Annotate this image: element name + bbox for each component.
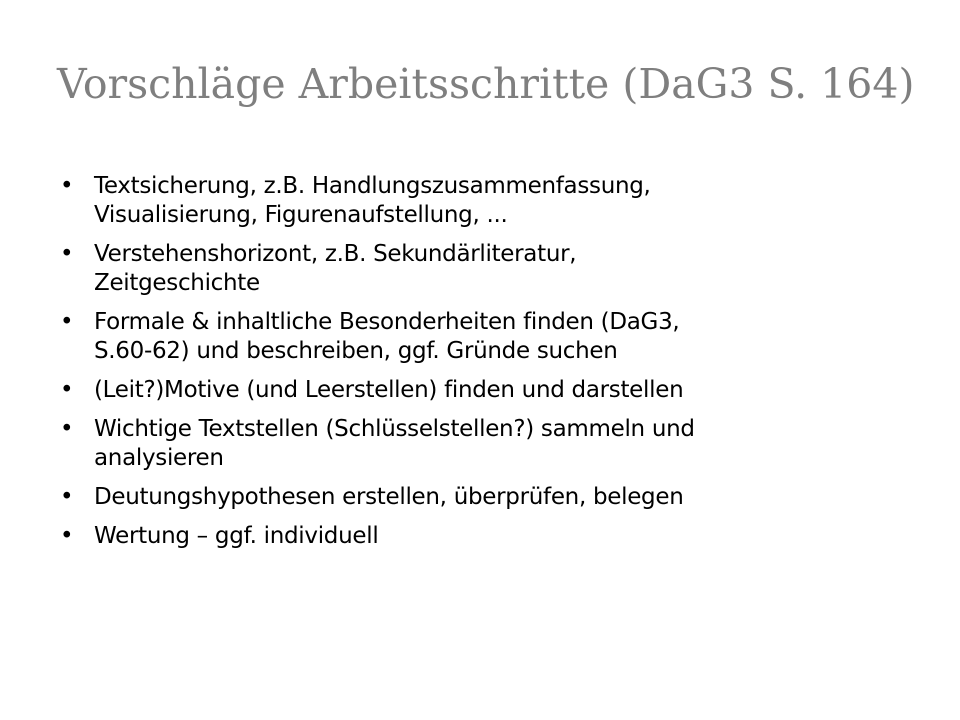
bullet-text-line: Wichtige Textstellen (Schlüsselstellen?) sammeln und [94, 416, 695, 442]
bullet-text-line: Textsicherung, z.B. Handlungszusammenfassung, [94, 173, 651, 199]
slide-title: Vorschläge Arbeitsschritte (DaG3 S. 164) [57, 60, 915, 108]
bullet-text-line: Wertung – ggf. individuell [94, 523, 379, 549]
bullet-text-line: Verstehenshorizont, z.B. Sekundärliteratur, [94, 241, 577, 267]
bullet-list [60, 172, 920, 561]
bullet-text-line: (Leit?)Motive (und Leerstellen) finden und darstellen [94, 377, 684, 403]
bullet-marker: • [60, 416, 74, 442]
bullet-item [60, 240, 920, 298]
bullet-marker: • [60, 484, 74, 510]
bullet-text-line: Visualisierung, Figurenaufstellung, ... [94, 202, 508, 228]
bullet-marker: • [60, 523, 74, 549]
bullet-item [60, 483, 920, 512]
bullet-item [60, 415, 920, 473]
bullet-item [60, 522, 920, 551]
bullet-marker: • [60, 241, 74, 267]
bullet-item [60, 376, 920, 405]
bullet-item [60, 172, 920, 230]
bullet-text-line: Deutungshypothesen erstellen, überprüfen, belegen [94, 484, 684, 510]
bullet-text-line: Formale & inhaltliche Besonderheiten finden (DaG3, [94, 309, 680, 335]
bullet-text-line: analysieren [94, 445, 224, 471]
bullet-marker: • [60, 377, 74, 403]
bullet-marker: • [60, 309, 74, 335]
bullet-text-line: Zeitgeschichte [94, 270, 260, 296]
bullet-text-line: S.60-62) und beschreiben, ggf. Gründe suchen [94, 338, 618, 364]
bullet-item [60, 308, 920, 366]
bullet-marker: • [60, 173, 74, 199]
